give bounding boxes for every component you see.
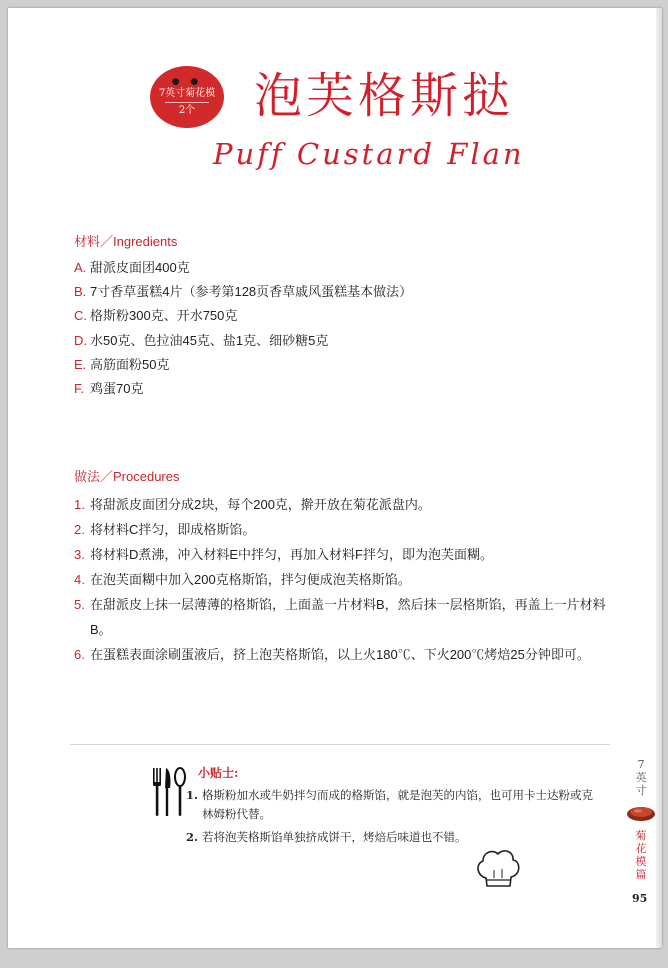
tip-item [186, 786, 602, 824]
badge-count-label: 2个 [178, 105, 196, 116]
procedures-list [74, 492, 620, 667]
step-text: 在泡芙面糊中加入200克格斯馅，拌匀便成泡芙格斯馅。 [90, 572, 411, 587]
page-number: 95 [632, 892, 648, 905]
side-tab-category-char: 模 [635, 855, 647, 868]
ingredient-item [74, 379, 412, 403]
procedures-heading: 做法／Procedures [74, 469, 180, 484]
tips-list [186, 786, 602, 851]
side-tab-category-char: 菊 [635, 829, 647, 842]
step-number: 3. [74, 547, 85, 562]
step-number: 4. [74, 572, 85, 587]
section-divider [70, 744, 610, 745]
ingredient-item [74, 306, 412, 330]
ingredient-mark: A. [74, 260, 87, 275]
ingredient-mark: F. [74, 380, 85, 396]
step-text: 在蛋糕表面涂刷蛋液后，挤上泡芙格斯馅，以上火180℃、下火200℃烤焙25分钟即可。 [90, 647, 590, 662]
chef-hat-icon [474, 844, 522, 890]
ingredient-mark: C. [74, 308, 87, 324]
step-number: 6. [74, 647, 85, 662]
ingredient-mark: E. [74, 356, 87, 372]
tips-title: 小贴士: [198, 766, 239, 780]
tip-text: 格斯粉加水或牛奶拌匀而成的格斯馅，就是泡芙的内馅，也可用卡士达粉或克林姆粉代替。 [202, 788, 593, 821]
recipe-page [8, 8, 662, 948]
ingredients-heading: 材料／Ingredients [74, 234, 178, 249]
ingredient-item [74, 282, 412, 306]
badge-dots-icon: ● ● [171, 77, 203, 87]
ingredient-text: 7寸香草蛋糕4片（参考第128页香草戚风蛋糕基本做法） [90, 284, 413, 300]
side-tab-category-char: 篇 [635, 868, 647, 881]
step-number: 1. [74, 497, 85, 512]
step-number: 5. [74, 597, 85, 612]
ingredient-mark: B. [74, 284, 87, 300]
ingredient-text: 高筋面粉50克 [90, 356, 170, 372]
chapter-side-tab [626, 758, 656, 881]
procedure-step [74, 542, 620, 567]
ingredient-text: 甜派皮面团400克 [90, 260, 190, 275]
ingredient-item [74, 258, 412, 282]
procedure-step [74, 592, 620, 642]
ingredients-list [74, 258, 412, 403]
ingredient-text: 水50克、色拉油45克、盐1克、细砂糖5克 [90, 332, 329, 348]
utensils-icon [151, 766, 187, 818]
page-edge-shadow [656, 8, 662, 948]
step-text: 将材料D煮沸，冲入材料E中拌匀，再加入材料F拌匀，即为泡芙面糊。 [90, 547, 494, 562]
procedure-step [74, 492, 620, 517]
badge-mold-label: 7英寸菊花模 [158, 88, 216, 99]
mold-badge [150, 66, 224, 128]
procedure-step [74, 642, 620, 667]
side-tab-category-char: 花 [635, 842, 647, 855]
badge-divider [165, 102, 209, 103]
recipe-title-chinese: 泡芙格斯挞 [254, 68, 515, 124]
procedure-step [74, 567, 620, 592]
ingredient-text: 格斯粉300克、开水750克 [90, 308, 238, 324]
tip-text: 若将泡芙格斯馅单独挤成饼干，烤焙后味道也不错。 [202, 830, 467, 844]
step-text: 在甜派皮上抹一层薄薄的格斯馅，上面盖一片材料B，然后抹一层格斯馅，再盖上一片材料B。 [90, 597, 606, 637]
flan-thumbnail-icon [626, 803, 656, 823]
step-number: 2. [74, 522, 85, 537]
ingredient-mark: D. [74, 332, 87, 348]
side-tab-size-char: 寸 [635, 784, 647, 797]
side-tab-size-char: 英 [635, 771, 647, 784]
ingredient-text: 鸡蛋70克 [90, 380, 144, 396]
tip-number: 1. [186, 788, 199, 802]
procedure-step [74, 517, 620, 542]
step-text: 将材料C拌匀，即成格斯馅。 [90, 522, 256, 537]
recipe-title-english: Puff Custard Flan [213, 137, 525, 171]
ingredient-item [74, 355, 412, 379]
tip-item [186, 828, 602, 847]
tip-number: 2. [186, 830, 199, 844]
side-tab-size-char: 7 [637, 758, 645, 771]
ingredient-item [74, 331, 412, 355]
step-text: 将甜派皮面团分成2块，每个200克，擀开放在菊花派盘内。 [90, 497, 431, 512]
